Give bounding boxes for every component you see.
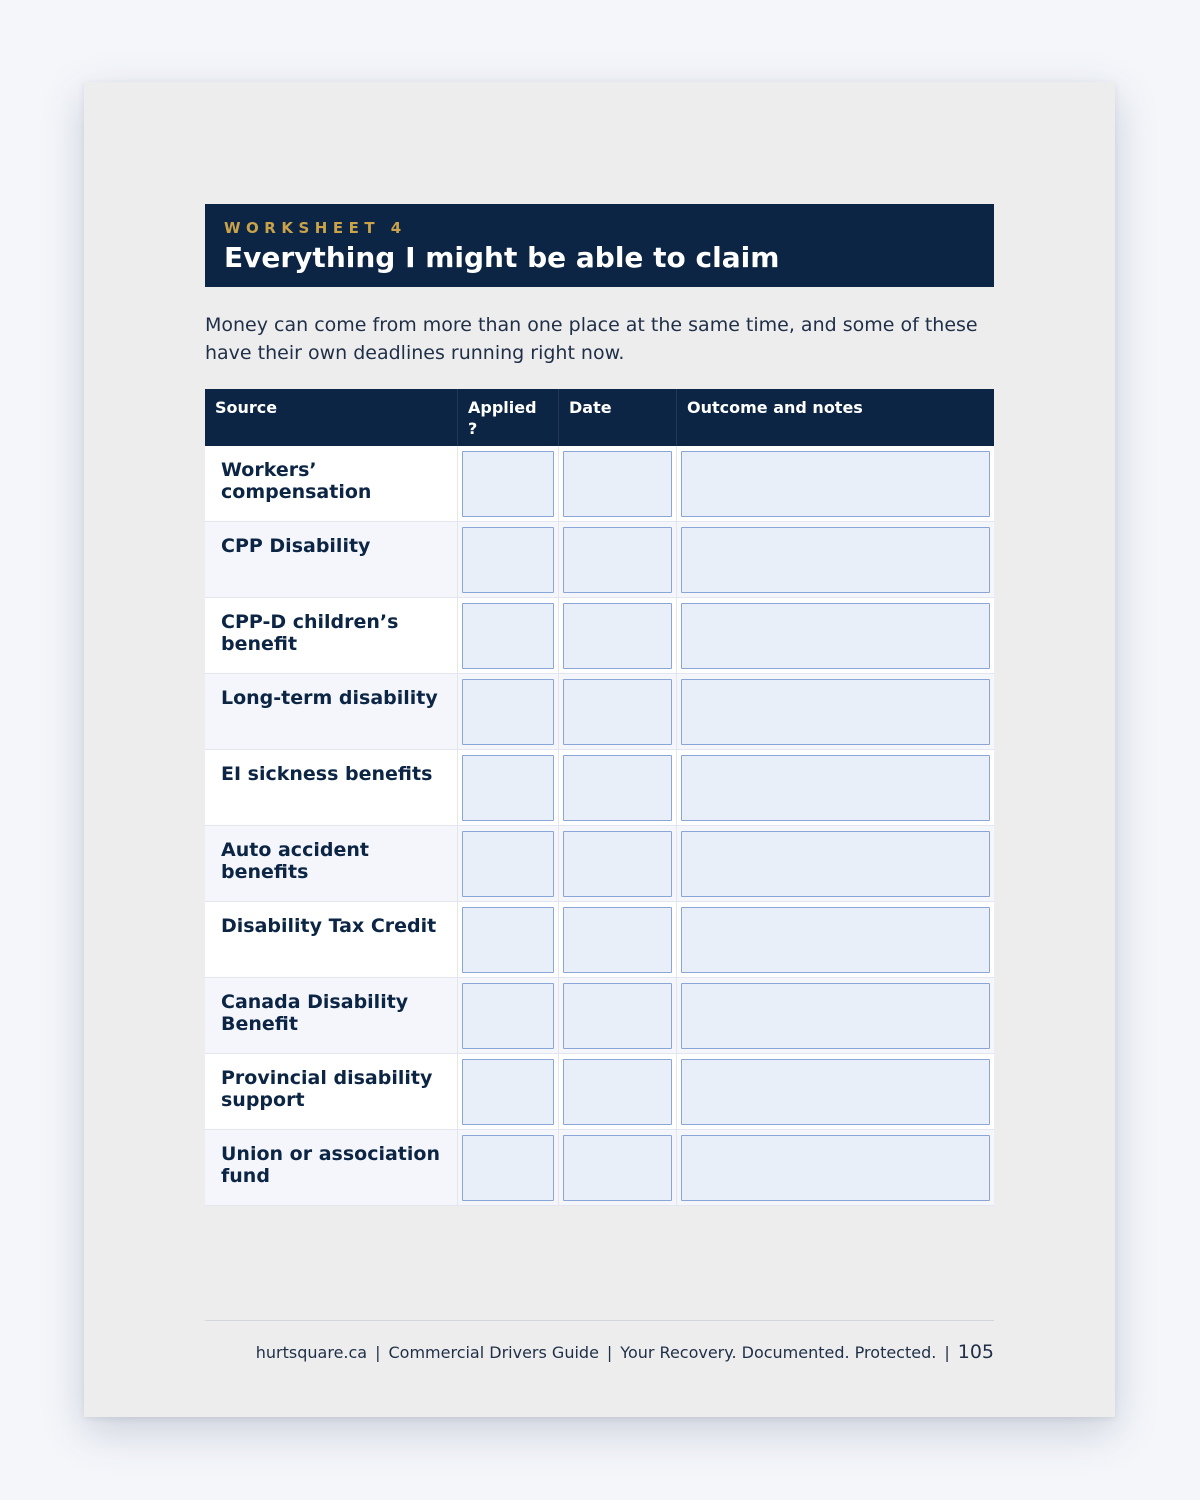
table-row bbox=[205, 978, 994, 1054]
table-row bbox=[205, 826, 994, 902]
row-source-label: Canada Disability Benefit bbox=[221, 991, 409, 1035]
date-input[interactable] bbox=[563, 1135, 672, 1201]
date-input[interactable] bbox=[563, 527, 672, 593]
footer-tagline: Your Recovery. Documented. Protected. bbox=[620, 1343, 937, 1362]
row-source-label: Long-term disability bbox=[221, 687, 438, 709]
intro-text: Money can come from more than one place at the same time, and some of these have their own deadlines running right now. bbox=[205, 314, 978, 364]
header-source: Source bbox=[205, 389, 458, 446]
outcome-notes-input[interactable] bbox=[681, 603, 990, 669]
applied-input[interactable] bbox=[462, 679, 554, 745]
outcome-notes-input[interactable] bbox=[681, 1059, 990, 1125]
applied-input[interactable] bbox=[462, 983, 554, 1049]
worksheet-title: Everything I might be able to claim bbox=[224, 241, 780, 274]
table-row bbox=[205, 446, 994, 522]
page-number: 105 bbox=[957, 1341, 994, 1363]
footer-separator: | bbox=[944, 1343, 950, 1362]
table-row bbox=[205, 522, 994, 598]
date-input[interactable] bbox=[563, 603, 672, 669]
row-source-label: EI sickness benefits bbox=[221, 763, 433, 785]
date-input[interactable] bbox=[563, 755, 672, 821]
footer-divider bbox=[205, 1320, 994, 1321]
claims-table bbox=[205, 389, 994, 1206]
applied-input[interactable] bbox=[462, 527, 554, 593]
row-source-label: CPP Disability bbox=[221, 535, 371, 557]
outcome-notes-input[interactable] bbox=[681, 679, 990, 745]
table-row bbox=[205, 598, 994, 674]
table-row bbox=[205, 674, 994, 750]
outcome-notes-input[interactable] bbox=[681, 527, 990, 593]
header-outcome: Outcome and notes bbox=[687, 398, 863, 417]
outcome-notes-input[interactable] bbox=[681, 755, 990, 821]
table-row bbox=[205, 750, 994, 826]
applied-input[interactable] bbox=[462, 831, 554, 897]
footer-separator: | bbox=[606, 1343, 613, 1362]
table-header bbox=[205, 389, 994, 446]
worksheet-page bbox=[84, 82, 1115, 1417]
table-row bbox=[205, 1130, 994, 1206]
applied-input[interactable] bbox=[462, 907, 554, 973]
applied-input[interactable] bbox=[462, 1059, 554, 1125]
row-source-label: Auto accident benefits bbox=[221, 839, 369, 883]
date-input[interactable] bbox=[563, 983, 672, 1049]
outcome-notes-input[interactable] bbox=[681, 1135, 990, 1201]
applied-input[interactable] bbox=[462, 451, 554, 517]
worksheet-banner bbox=[205, 204, 994, 287]
row-source-label: Workers’ compensation bbox=[221, 459, 372, 503]
date-input[interactable] bbox=[563, 1059, 672, 1125]
date-input[interactable] bbox=[563, 679, 672, 745]
header-applied: Applied ? bbox=[458, 389, 559, 446]
footer-separator: | bbox=[375, 1343, 381, 1362]
table-row bbox=[205, 902, 994, 978]
outcome-notes-input[interactable] bbox=[681, 983, 990, 1049]
applied-input[interactable] bbox=[462, 1135, 554, 1201]
applied-input[interactable] bbox=[462, 755, 554, 821]
applied-input[interactable] bbox=[462, 603, 554, 669]
footer-site-link[interactable]: hurtsquare.ca bbox=[255, 1343, 368, 1362]
row-source-label: CPP-D children’s benefit bbox=[221, 611, 399, 655]
row-source-label: Disability Tax Credit bbox=[221, 915, 437, 937]
row-source-label: Provincial disability support bbox=[221, 1067, 433, 1111]
footer-guide-name: Commercial Drivers Guide bbox=[388, 1343, 599, 1362]
page-footer bbox=[205, 1340, 994, 1365]
date-input[interactable] bbox=[563, 451, 672, 517]
outcome-notes-input[interactable] bbox=[681, 831, 990, 897]
row-source-label: Union or association fund bbox=[221, 1143, 440, 1187]
outcome-notes-input[interactable] bbox=[681, 451, 990, 517]
outcome-notes-input[interactable] bbox=[681, 907, 990, 973]
table-row bbox=[205, 1054, 994, 1130]
date-input[interactable] bbox=[563, 831, 672, 897]
date-input[interactable] bbox=[563, 907, 672, 973]
header-date: Date bbox=[559, 389, 677, 446]
worksheet-eyebrow: WORKSHEET 4 bbox=[224, 219, 407, 237]
